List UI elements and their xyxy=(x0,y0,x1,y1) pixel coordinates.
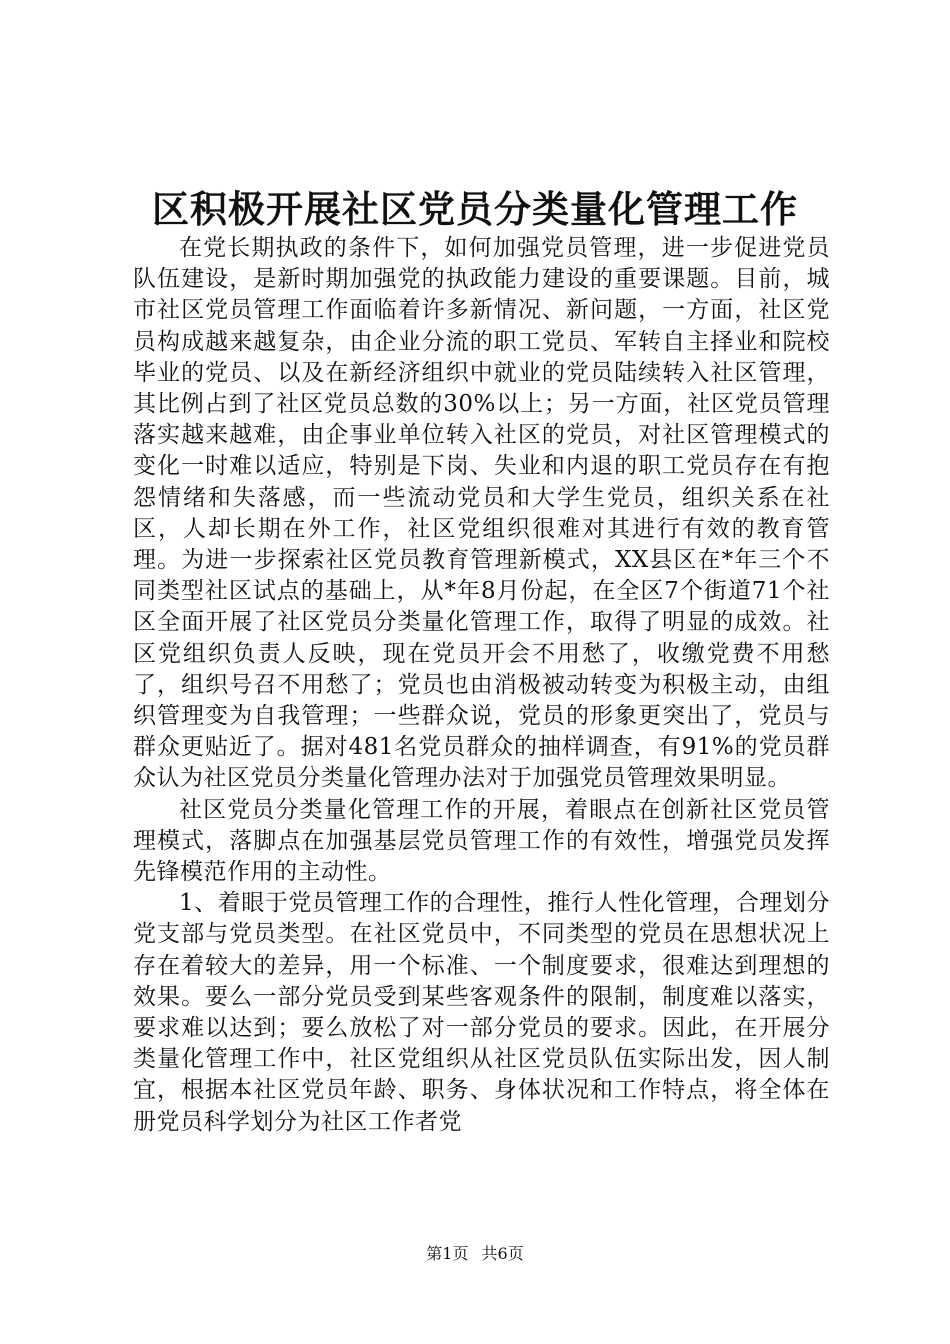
page-number: 第1页 xyxy=(426,1244,469,1263)
paragraph-2: 社区党员分类量化管理工作的开展，着眼点在创新社区党员管理模式，落脚点在加强基层党员管理工作的有效性，增强党员发挥先锋模范作用的主动性。 xyxy=(133,796,830,886)
paragraph-3: 1、着眼于党员管理工作的合理性，推行人性化管理，合理划分党支部与党员类型。在社区党员中，不同类型的党员在思想状况上存在着较大的差异，用一个标准、一个制度要求，很难达到理想的效果。要么一部分党员受到某些客观条件的限制，制度难以落实，要求难以达到；要么放松了对一部分党员的要求。因此，在开展分类量化管理工作中，社区党组织从社区党员队伍实际出发，因人制宜，根据本社区党员年龄、职务、身体状况和工作特点，将全体在册党员科学划分为社区工作者党 xyxy=(133,890,830,1135)
page-footer xyxy=(0,1243,950,1265)
document-title: 区积极开展社区党员分类量化管理工作 xyxy=(152,187,798,231)
paragraph-1: 在党长期执政的条件下，如何加强党员管理，进一步促进党员队伍建设，是新时期加强党的执政能力建设的重要课题。目前，城市社区党员管理工作面临着许多新情况、新问题，一方面，社区党员构成越来越复杂，由企业分流的职工党员、军转自主择业和院校毕业的党员、以及在新经济组织中就业的党员陆续转入社区管理，其比例占到了社区党员总数的30%以上；另一方面，社区党员管理落实越来越难，由企事业单位转入社区的党员，对社区管理模式的变化一时难以适应，特别是下岗、失业和内退的职工党员存在有抱怨情绪和失落感，而一些流动党员和大学生党员，组织关系在社区，人却长期在外工作，社区党组织很难对其进行有效的教育管理。为进一步探索社区党员教育管理新模式，XX县区在*年三个不同类型社区试点的基础上，从*年8月份起，在全区7个街道71个社区全面开展了社区党员分类量化管理工作，取得了明显的成效。社区党组织负责人反映，现在党员开会不用愁了，收缴党费不用愁了，组织号召不用愁了；党员也由消极被动转变为积极主动，由组织管理变为自我管理；一些群众说，党员的形象更突出了，党员与群众更贴近了。据对481名党员群众的抽样调查，有91%的党员群众认为社区党员分类量化管理办法对于加强党员管理效果明显。 xyxy=(133,235,830,792)
document-body xyxy=(133,233,830,1138)
page-total: 共6页 xyxy=(481,1244,524,1263)
